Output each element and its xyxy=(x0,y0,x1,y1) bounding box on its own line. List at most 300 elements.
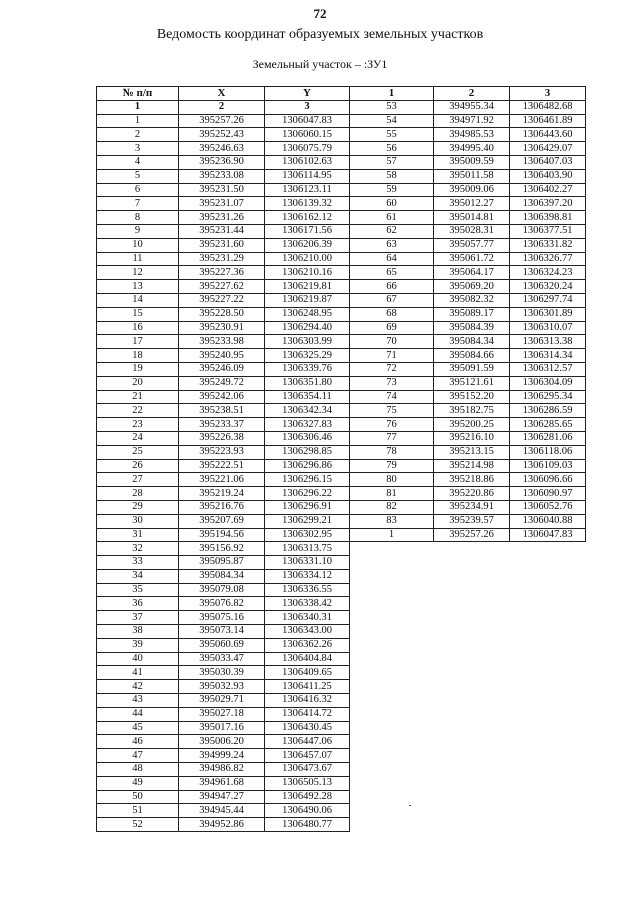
point-number-cell: 18 xyxy=(97,349,179,363)
y-coordinate-cell: 1306296.22 xyxy=(265,487,350,501)
coordinates-table-right xyxy=(349,86,586,542)
point-number-cell: 55 xyxy=(350,128,434,142)
y-coordinate-cell: 1306296.91 xyxy=(265,500,350,514)
x-coordinate-cell: 395061.72 xyxy=(434,252,510,266)
x-coordinate-cell: 395231.50 xyxy=(179,183,265,197)
y-coordinate-cell: 1306210.16 xyxy=(265,266,350,280)
table-row xyxy=(97,569,350,583)
table-row xyxy=(350,459,586,473)
y-coordinate-cell: 1306339.76 xyxy=(265,362,350,376)
x-coordinate-cell: 395227.62 xyxy=(179,280,265,294)
x-coordinate-cell: 395089.17 xyxy=(434,307,510,321)
y-coordinate-cell: 1306096.66 xyxy=(510,473,586,487)
x-coordinate-cell: 395194.56 xyxy=(179,528,265,542)
y-coordinate-cell: 1306313.38 xyxy=(510,335,586,349)
x-coordinate-cell: 395029.71 xyxy=(179,694,265,708)
x-coordinate-cell: 395252.43 xyxy=(179,128,265,142)
point-number-cell: 73 xyxy=(350,376,434,390)
point-number-cell: 58 xyxy=(350,169,434,183)
table-row xyxy=(350,197,586,211)
document-title: Ведомость координат образуемых земельных участков xyxy=(156,27,484,42)
table-row xyxy=(350,266,586,280)
table-row xyxy=(97,804,350,818)
table-row xyxy=(97,321,350,335)
point-number-cell: 34 xyxy=(97,569,179,583)
table-row xyxy=(97,473,350,487)
point-number-cell: 67 xyxy=(350,293,434,307)
x-coordinate-cell: 395219.24 xyxy=(179,487,265,501)
x-coordinate-cell: 395214.98 xyxy=(434,459,510,473)
table-row xyxy=(350,404,586,418)
x-coordinate-cell: 395230.91 xyxy=(179,321,265,335)
header-point-number: № п/п xyxy=(97,87,179,101)
x-coordinate-cell: 395216.10 xyxy=(434,431,510,445)
table-row xyxy=(97,335,350,349)
y-coordinate-cell: 1306302.95 xyxy=(265,528,350,542)
table-row xyxy=(97,128,350,142)
x-coordinate-cell: 395084.34 xyxy=(179,569,265,583)
y-coordinate-cell: 1306320.24 xyxy=(510,280,586,294)
table-row xyxy=(97,694,350,708)
table-row xyxy=(350,280,586,294)
y-coordinate-cell: 1306306.46 xyxy=(265,431,350,445)
table-row xyxy=(97,487,350,501)
x-coordinate-cell: 395014.81 xyxy=(434,211,510,225)
point-number-cell: 77 xyxy=(350,431,434,445)
point-number-cell: 71 xyxy=(350,349,434,363)
point-number-cell: 36 xyxy=(97,597,179,611)
table-row xyxy=(97,583,350,597)
y-coordinate-cell: 1306294.40 xyxy=(265,321,350,335)
table-row xyxy=(97,445,350,459)
x-coordinate-cell: 395057.77 xyxy=(434,238,510,252)
point-number-cell: 3 xyxy=(97,142,179,156)
table-row xyxy=(350,487,586,501)
x-coordinate-cell: 395200.25 xyxy=(434,418,510,432)
header-x: X xyxy=(179,87,265,101)
point-number-cell: 62 xyxy=(350,224,434,238)
x-coordinate-cell: 394995.40 xyxy=(434,142,510,156)
x-coordinate-cell: 395227.22 xyxy=(179,293,265,307)
y-coordinate-cell: 1306123.11 xyxy=(265,183,350,197)
table-row xyxy=(97,611,350,625)
x-coordinate-cell: 395017.16 xyxy=(179,721,265,735)
x-coordinate-cell: 394952.86 xyxy=(179,818,265,832)
table-row xyxy=(350,376,586,390)
x-coordinate-cell: 395030.39 xyxy=(179,666,265,680)
column-number: 1 xyxy=(97,100,179,114)
x-coordinate-cell: 395064.17 xyxy=(434,266,510,280)
point-number-cell: 25 xyxy=(97,445,179,459)
point-number-cell: 66 xyxy=(350,280,434,294)
x-coordinate-cell: 395121.61 xyxy=(434,376,510,390)
x-coordinate-cell: 395009.06 xyxy=(434,183,510,197)
table-row xyxy=(97,528,350,542)
x-coordinate-cell: 395069.20 xyxy=(434,280,510,294)
x-coordinate-cell: 395231.60 xyxy=(179,238,265,252)
point-number-cell: 69 xyxy=(350,321,434,335)
y-coordinate-cell: 1306404.84 xyxy=(265,652,350,666)
point-number-cell: 33 xyxy=(97,556,179,570)
y-coordinate-cell: 1306461.89 xyxy=(510,114,586,128)
point-number-cell: 49 xyxy=(97,776,179,790)
x-coordinate-cell: 394945.44 xyxy=(179,804,265,818)
table-row xyxy=(97,542,350,556)
table-row xyxy=(97,680,350,694)
point-number-cell: 28 xyxy=(97,487,179,501)
y-coordinate-cell: 1306338.42 xyxy=(265,597,350,611)
y-coordinate-cell: 1306480.77 xyxy=(265,818,350,832)
y-coordinate-cell: 1306206.39 xyxy=(265,238,350,252)
y-coordinate-cell: 1306285.65 xyxy=(510,418,586,432)
table-row xyxy=(350,211,586,225)
point-number-cell: 50 xyxy=(97,790,179,804)
y-coordinate-cell: 1306397.20 xyxy=(510,197,586,211)
table-row xyxy=(350,183,586,197)
point-number-cell: 26 xyxy=(97,459,179,473)
table-row xyxy=(97,749,350,763)
point-number-cell: 5 xyxy=(97,169,179,183)
y-coordinate-cell: 1306248.95 xyxy=(265,307,350,321)
y-coordinate-cell: 1306416.32 xyxy=(265,694,350,708)
table-row xyxy=(350,418,586,432)
point-number-cell: 52 xyxy=(97,818,179,832)
point-number-cell: 20 xyxy=(97,376,179,390)
point-number-cell: 43 xyxy=(97,694,179,708)
point-number-cell: 1 xyxy=(350,528,434,542)
table-row xyxy=(97,418,350,432)
point-number-cell: 60 xyxy=(350,197,434,211)
point-number-cell: 11 xyxy=(97,252,179,266)
table-row xyxy=(97,597,350,611)
column-number: 1 xyxy=(350,87,434,101)
point-number-cell: 82 xyxy=(350,500,434,514)
y-coordinate-cell: 1306430.45 xyxy=(265,721,350,735)
table-row xyxy=(97,556,350,570)
point-number-cell: 40 xyxy=(97,652,179,666)
y-coordinate-cell: 1306490.06 xyxy=(265,804,350,818)
point-number-cell: 76 xyxy=(350,418,434,432)
page-number: 72 xyxy=(313,6,327,21)
point-number-cell: 35 xyxy=(97,583,179,597)
point-number-cell: 9 xyxy=(97,224,179,238)
y-coordinate-cell: 1306340.31 xyxy=(265,611,350,625)
x-coordinate-cell: 395095.87 xyxy=(179,556,265,570)
table-row xyxy=(97,142,350,156)
point-number-cell: 8 xyxy=(97,211,179,225)
x-coordinate-cell: 395246.09 xyxy=(179,362,265,376)
header-y: Y xyxy=(265,87,350,101)
x-coordinate-cell: 394961.68 xyxy=(179,776,265,790)
y-coordinate-cell: 1306296.86 xyxy=(265,459,350,473)
y-coordinate-cell: 1306312.57 xyxy=(510,362,586,376)
point-number-cell: 17 xyxy=(97,335,179,349)
y-coordinate-cell: 1306354.11 xyxy=(265,390,350,404)
y-coordinate-cell: 1306314.34 xyxy=(510,349,586,363)
table-row xyxy=(350,431,586,445)
y-coordinate-cell: 1306075.79 xyxy=(265,142,350,156)
y-coordinate-cell: 1306047.83 xyxy=(510,528,586,542)
table-row xyxy=(350,169,586,183)
table-row xyxy=(350,528,586,542)
point-number-cell: 1 xyxy=(97,114,179,128)
y-coordinate-cell: 1306171.56 xyxy=(265,224,350,238)
y-coordinate-cell: 1306219.81 xyxy=(265,280,350,294)
point-number-cell: 6 xyxy=(97,183,179,197)
table-row xyxy=(97,390,350,404)
x-coordinate-cell: 395233.98 xyxy=(179,335,265,349)
x-coordinate-cell: 395084.66 xyxy=(434,349,510,363)
point-number-cell: 37 xyxy=(97,611,179,625)
table-row xyxy=(97,790,350,804)
point-number-cell: 81 xyxy=(350,487,434,501)
table-row xyxy=(350,514,586,528)
table-row xyxy=(97,211,350,225)
y-coordinate-cell: 1306281.06 xyxy=(510,431,586,445)
y-coordinate-cell: 1306139.32 xyxy=(265,197,350,211)
point-number-cell: 41 xyxy=(97,666,179,680)
column-numbering-row xyxy=(350,87,586,101)
y-coordinate-cell: 1306162.12 xyxy=(265,211,350,225)
x-coordinate-cell: 395231.29 xyxy=(179,252,265,266)
x-coordinate-cell: 395011.58 xyxy=(434,169,510,183)
x-coordinate-cell: 395152.20 xyxy=(434,390,510,404)
table-row xyxy=(97,500,350,514)
y-coordinate-cell: 1306398.81 xyxy=(510,211,586,225)
point-number-cell: 12 xyxy=(97,266,179,280)
x-coordinate-cell: 395079.08 xyxy=(179,583,265,597)
point-number-cell: 74 xyxy=(350,390,434,404)
point-number-cell: 30 xyxy=(97,514,179,528)
y-coordinate-cell: 1306301.89 xyxy=(510,307,586,321)
y-coordinate-cell: 1306351.80 xyxy=(265,376,350,390)
y-coordinate-cell: 1306492.28 xyxy=(265,790,350,804)
table-row xyxy=(97,735,350,749)
x-coordinate-cell: 395249.72 xyxy=(179,376,265,390)
y-coordinate-cell: 1306402.27 xyxy=(510,183,586,197)
x-coordinate-cell: 395228.50 xyxy=(179,307,265,321)
table-row xyxy=(350,390,586,404)
x-coordinate-cell: 395239.57 xyxy=(434,514,510,528)
x-coordinate-cell: 395213.15 xyxy=(434,445,510,459)
table-row xyxy=(97,266,350,280)
y-coordinate-cell: 1306324.23 xyxy=(510,266,586,280)
x-coordinate-cell: 395156.92 xyxy=(179,542,265,556)
y-coordinate-cell: 1306219.87 xyxy=(265,293,350,307)
table-row xyxy=(350,335,586,349)
y-coordinate-cell: 1306298.85 xyxy=(265,445,350,459)
y-coordinate-cell: 1306295.34 xyxy=(510,390,586,404)
point-number-cell: 70 xyxy=(350,335,434,349)
table-row xyxy=(350,155,586,169)
table-row xyxy=(350,321,586,335)
point-number-cell: 56 xyxy=(350,142,434,156)
y-coordinate-cell: 1306047.83 xyxy=(265,114,350,128)
table-row xyxy=(97,431,350,445)
y-coordinate-cell: 1306336.55 xyxy=(265,583,350,597)
y-coordinate-cell: 1306297.74 xyxy=(510,293,586,307)
y-coordinate-cell: 1306325.29 xyxy=(265,349,350,363)
x-coordinate-cell: 395221.06 xyxy=(179,473,265,487)
table-row xyxy=(97,362,350,376)
y-coordinate-cell: 1306447.06 xyxy=(265,735,350,749)
point-number-cell: 29 xyxy=(97,500,179,514)
x-coordinate-cell: 395233.08 xyxy=(179,169,265,183)
x-coordinate-cell: 395027.18 xyxy=(179,707,265,721)
point-number-cell: 13 xyxy=(97,280,179,294)
table-row xyxy=(97,721,350,735)
point-number-cell: 83 xyxy=(350,514,434,528)
y-coordinate-cell: 1306414.72 xyxy=(265,707,350,721)
x-coordinate-cell: 395060.69 xyxy=(179,638,265,652)
x-coordinate-cell: 394955.34 xyxy=(434,100,510,114)
table-row xyxy=(350,128,586,142)
table-row xyxy=(97,404,350,418)
x-coordinate-cell: 395216.76 xyxy=(179,500,265,514)
x-coordinate-cell: 395012.27 xyxy=(434,197,510,211)
table-row xyxy=(350,142,586,156)
point-number-cell: 15 xyxy=(97,307,179,321)
y-coordinate-cell: 1306403.90 xyxy=(510,169,586,183)
x-coordinate-cell: 395073.14 xyxy=(179,625,265,639)
y-coordinate-cell: 1306343.00 xyxy=(265,625,350,639)
coordinates-table-left xyxy=(96,86,350,832)
x-coordinate-cell: 395257.26 xyxy=(434,528,510,542)
table-row xyxy=(97,252,350,266)
y-coordinate-cell: 1306060.15 xyxy=(265,128,350,142)
x-coordinate-cell: 395009.59 xyxy=(434,155,510,169)
point-number-cell: 27 xyxy=(97,473,179,487)
table-row xyxy=(97,238,350,252)
point-number-cell: 10 xyxy=(97,238,179,252)
x-coordinate-cell: 395075.16 xyxy=(179,611,265,625)
x-coordinate-cell: 394985.53 xyxy=(434,128,510,142)
x-coordinate-cell: 395231.44 xyxy=(179,224,265,238)
point-number-cell: 31 xyxy=(97,528,179,542)
point-number-cell: 65 xyxy=(350,266,434,280)
y-coordinate-cell: 1306118.06 xyxy=(510,445,586,459)
x-coordinate-cell: 395222.51 xyxy=(179,459,265,473)
point-number-cell: 21 xyxy=(97,390,179,404)
x-coordinate-cell: 394971.92 xyxy=(434,114,510,128)
scan-speck xyxy=(409,805,411,806)
column-number: 2 xyxy=(179,100,265,114)
point-number-cell: 23 xyxy=(97,418,179,432)
point-number-cell: 2 xyxy=(97,128,179,142)
y-coordinate-cell: 1306114.95 xyxy=(265,169,350,183)
y-coordinate-cell: 1306411.25 xyxy=(265,680,350,694)
point-number-cell: 64 xyxy=(350,252,434,266)
table-row xyxy=(350,224,586,238)
point-number-cell: 48 xyxy=(97,763,179,777)
x-coordinate-cell: 394999.24 xyxy=(179,749,265,763)
table-row xyxy=(97,776,350,790)
point-number-cell: 16 xyxy=(97,321,179,335)
point-number-cell: 75 xyxy=(350,404,434,418)
table-row xyxy=(97,169,350,183)
y-coordinate-cell: 1306313.75 xyxy=(265,542,350,556)
table-row xyxy=(97,376,350,390)
table-row xyxy=(97,293,350,307)
point-number-cell: 39 xyxy=(97,638,179,652)
table-row xyxy=(97,114,350,128)
point-number-cell: 51 xyxy=(97,804,179,818)
column-numbering-row xyxy=(97,100,350,114)
y-coordinate-cell: 1306377.51 xyxy=(510,224,586,238)
x-coordinate-cell: 395240.95 xyxy=(179,349,265,363)
point-number-cell: 45 xyxy=(97,721,179,735)
table-row xyxy=(350,445,586,459)
y-coordinate-cell: 1306102.63 xyxy=(265,155,350,169)
x-coordinate-cell: 395182.75 xyxy=(434,404,510,418)
y-coordinate-cell: 1306210.00 xyxy=(265,252,350,266)
point-number-cell: 4 xyxy=(97,155,179,169)
x-coordinate-cell: 395207.69 xyxy=(179,514,265,528)
table-row xyxy=(97,224,350,238)
y-coordinate-cell: 1306286.59 xyxy=(510,404,586,418)
y-coordinate-cell: 1306473.67 xyxy=(265,763,350,777)
parcel-subtitle: Земельный участок – :ЗУ1 xyxy=(252,57,388,71)
point-number-cell: 57 xyxy=(350,155,434,169)
point-number-cell: 38 xyxy=(97,625,179,639)
point-number-cell: 53 xyxy=(350,100,434,114)
table-row xyxy=(97,707,350,721)
x-coordinate-cell: 394947.27 xyxy=(179,790,265,804)
y-coordinate-cell: 1306331.82 xyxy=(510,238,586,252)
x-coordinate-cell: 395091.59 xyxy=(434,362,510,376)
y-coordinate-cell: 1306326.77 xyxy=(510,252,586,266)
column-number: 3 xyxy=(265,100,350,114)
column-number: 3 xyxy=(510,87,586,101)
point-number-cell: 22 xyxy=(97,404,179,418)
y-coordinate-cell: 1306296.15 xyxy=(265,473,350,487)
x-coordinate-cell: 395226.38 xyxy=(179,431,265,445)
table-row xyxy=(350,307,586,321)
table-row xyxy=(97,155,350,169)
x-coordinate-cell: 395082.32 xyxy=(434,293,510,307)
table-row xyxy=(350,349,586,363)
x-coordinate-cell: 395231.26 xyxy=(179,211,265,225)
y-coordinate-cell: 1306429.07 xyxy=(510,142,586,156)
x-coordinate-cell: 395234.91 xyxy=(434,500,510,514)
x-coordinate-cell: 395238.51 xyxy=(179,404,265,418)
table-row xyxy=(350,293,586,307)
y-coordinate-cell: 1306362.26 xyxy=(265,638,350,652)
y-coordinate-cell: 1306342.34 xyxy=(265,404,350,418)
table-row xyxy=(97,666,350,680)
point-number-cell: 47 xyxy=(97,749,179,763)
table-row xyxy=(97,459,350,473)
point-number-cell: 72 xyxy=(350,362,434,376)
y-coordinate-cell: 1306331.10 xyxy=(265,556,350,570)
table-row xyxy=(350,252,586,266)
x-coordinate-cell: 395032.93 xyxy=(179,680,265,694)
x-coordinate-cell: 395084.39 xyxy=(434,321,510,335)
x-coordinate-cell: 395246.63 xyxy=(179,142,265,156)
x-coordinate-cell: 395257.26 xyxy=(179,114,265,128)
column-number: 2 xyxy=(434,87,510,101)
y-coordinate-cell: 1306482.68 xyxy=(510,100,586,114)
x-coordinate-cell: 395227.36 xyxy=(179,266,265,280)
y-coordinate-cell: 1306299.21 xyxy=(265,514,350,528)
point-number-cell: 7 xyxy=(97,197,179,211)
table-row xyxy=(97,183,350,197)
point-number-cell: 44 xyxy=(97,707,179,721)
point-number-cell: 32 xyxy=(97,542,179,556)
table-row xyxy=(97,652,350,666)
table-row xyxy=(350,238,586,252)
point-number-cell: 79 xyxy=(350,459,434,473)
